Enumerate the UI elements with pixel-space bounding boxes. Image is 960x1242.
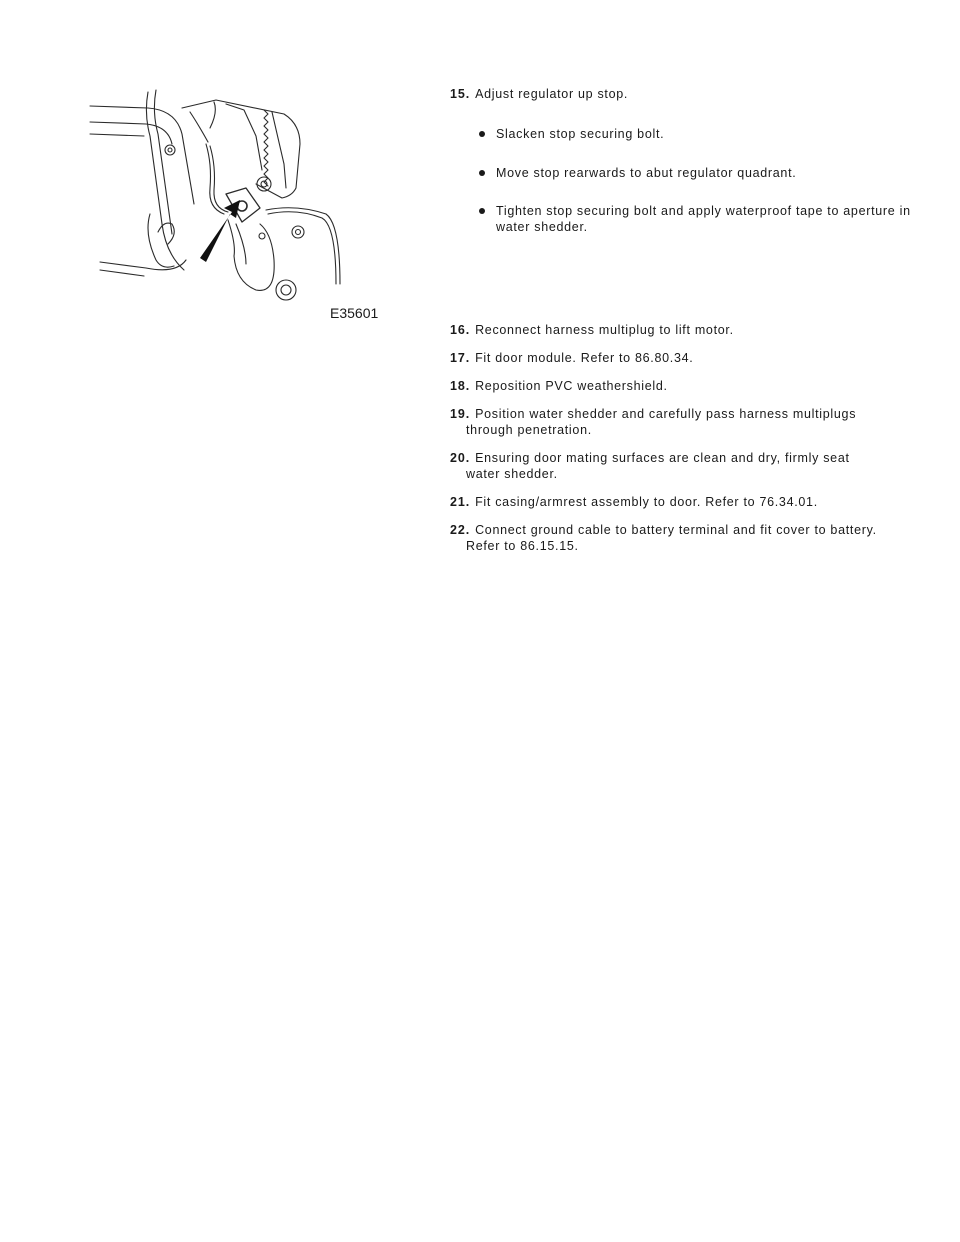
regulator-stop-illustration <box>86 84 396 324</box>
step-text: Reconnect harness multiplug to lift motor. <box>475 323 734 337</box>
step-text: Position water shedder and carefully pass harness multiplugs through penetration. <box>466 407 857 437</box>
step-17 <box>450 350 880 366</box>
step-number: 20. <box>450 451 471 465</box>
step-19 <box>450 406 880 438</box>
bullet-icon <box>479 208 485 214</box>
bullet-icon <box>479 131 485 137</box>
step-number: 22. <box>450 523 471 537</box>
step-text: Ensuring door mating surfaces are clean and dry, firmly seat water shedder. <box>466 451 850 481</box>
substep <box>450 203 926 235</box>
substep-text: Tighten stop securing bolt and apply waterproof tape to aperture in water shedder. <box>496 204 911 234</box>
step-number: 18. <box>450 379 471 393</box>
step-number: 16. <box>450 323 471 337</box>
step-text: Fit door module. Refer to 86.80.34. <box>475 351 694 365</box>
step-20 <box>450 450 880 482</box>
step-text: Fit casing/armrest assembly to door. Refer to 76.34.01. <box>475 495 818 509</box>
step-text: Connect ground cable to battery terminal and fit cover to battery. Refer to 86.15.15. <box>466 523 877 553</box>
step-number: 17. <box>450 351 471 365</box>
step-22 <box>450 522 880 554</box>
step-text: Reposition PVC weathershield. <box>475 379 668 393</box>
step-number: 15. <box>450 87 471 101</box>
step-text: Adjust regulator up stop. <box>475 87 629 101</box>
step-number: 19. <box>450 407 471 421</box>
step-18 <box>450 378 880 394</box>
step-16 <box>450 322 880 338</box>
remaining-steps <box>450 322 880 566</box>
substep <box>450 165 926 181</box>
step-number: 21. <box>450 495 471 509</box>
step-15 <box>450 86 896 102</box>
substep <box>450 126 926 142</box>
substep-text: Slacken stop securing bolt. <box>496 127 665 141</box>
figure-label: E35601 <box>330 305 379 321</box>
step-21 <box>450 494 880 510</box>
bullet-icon <box>479 170 485 176</box>
substep-text: Move stop rearwards to abut regulator quadrant. <box>496 166 797 180</box>
